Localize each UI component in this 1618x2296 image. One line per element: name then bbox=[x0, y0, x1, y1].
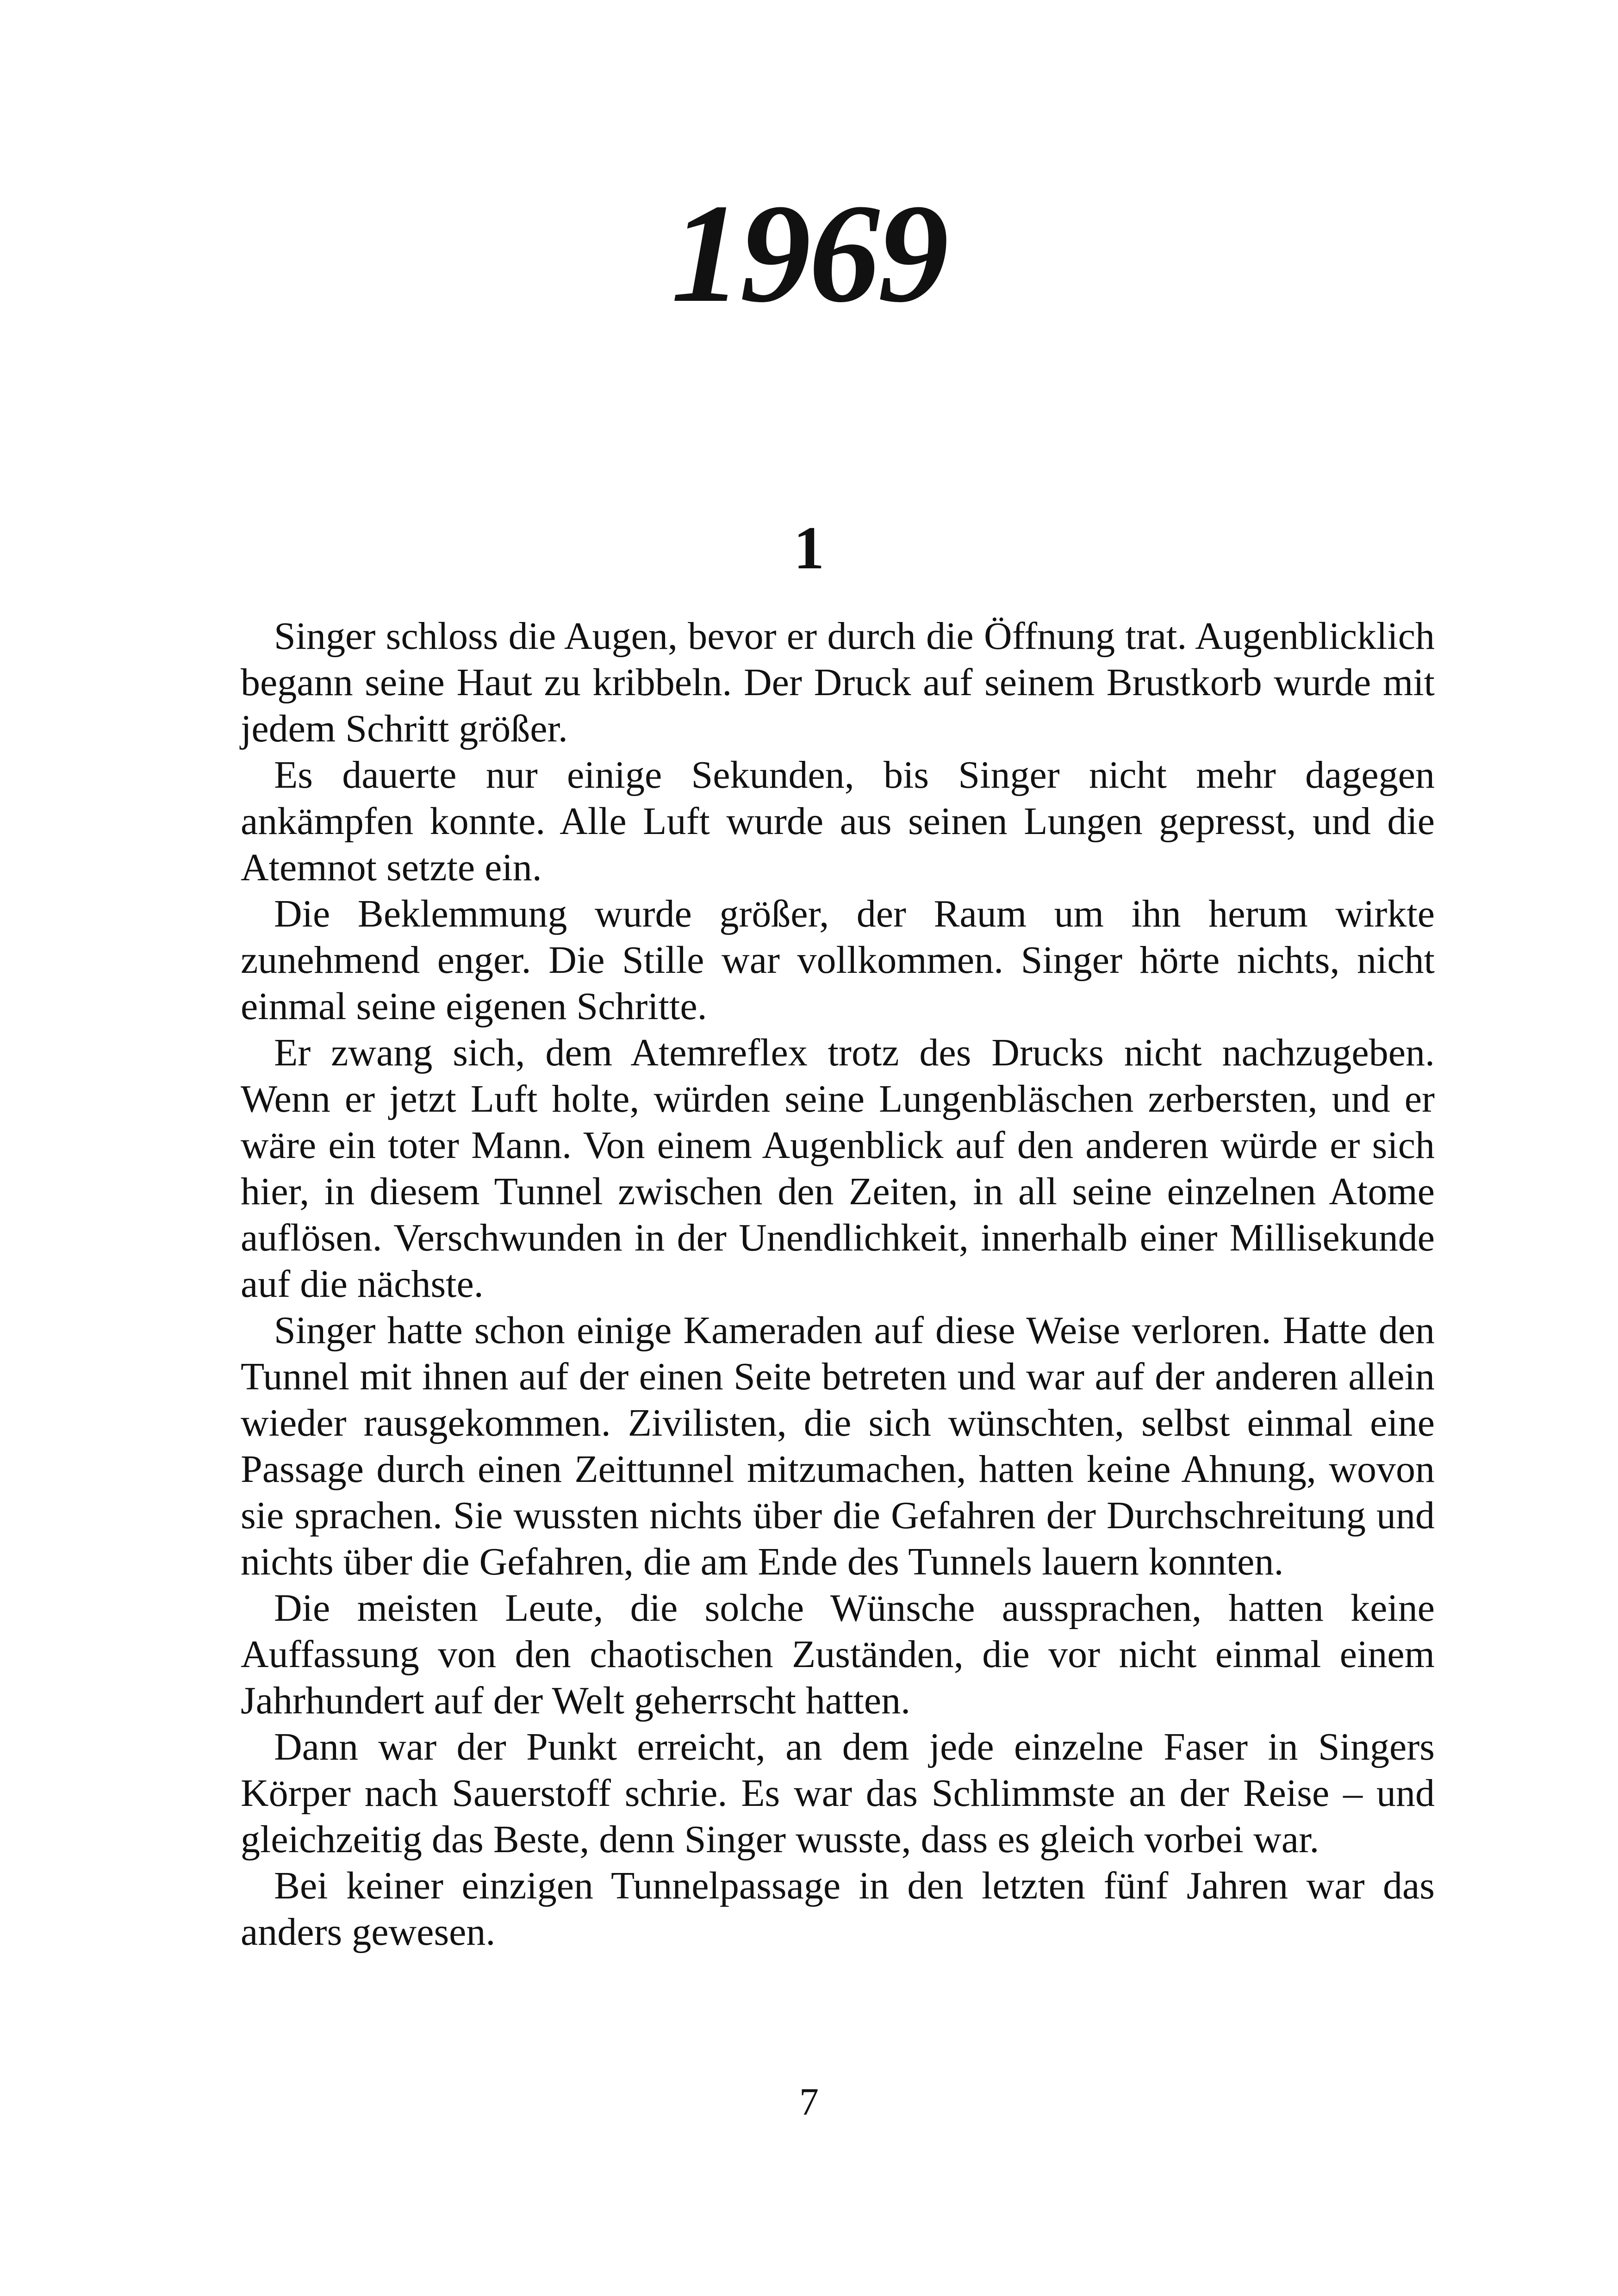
paragraph: Dann war der Punkt erreicht, an dem jede einzelne Faser in Singers Körper nach Sauerstoff schrie. Es war das Schlimmste an der Reise – und gleichzeitig das Beste, denn Singer wusste, dass es gleich vorbei war. bbox=[241, 1725, 1435, 1861]
paragraph: Es dauerte nur einige Sekunden, bis Singer nicht mehr dagegen ankämpfen konnte. Alle Luft wurde aus seinen Lungen gepresst, und die Atemnot setzte ein. bbox=[241, 753, 1435, 889]
part-title: 1969 bbox=[671, 175, 947, 332]
paragraph: Die Beklemmung wurde größer, der Raum um ihn herum wirkte zunehmend enger. Die Stille war vollkommen. Singer hörte nichts, nicht einmal seine eigenen Schritte. bbox=[241, 892, 1435, 1028]
chapter-body bbox=[241, 613, 1435, 1955]
paragraph: Er zwang sich, dem Atemreflex trotz des Drucks nicht nachzugeben. Wenn er jetzt Luft holte, würden seine Lungenbläschen zerbersten, und er wäre ein toter Mann. Von einem Augenblick auf den anderen würde er sich hier, in diesem Tunnel zwischen den Zeiten, in all seine einzelnen Atome auflösen. Verschwunden in der Unendlichkeit, innerhalb einer Millisekunde auf die nächste. bbox=[241, 1031, 1435, 1306]
page-number: 7 bbox=[799, 2080, 819, 2123]
paragraph: Singer schloss die Augen, bevor er durch die Öffnung trat. Augenblicklich begann seine Haut zu kribbeln. Der Druck auf seinem Brustkorb wurde mit jedem Schritt größer. bbox=[241, 615, 1435, 750]
paragraph: Singer hatte schon einige Kameraden auf diese Weise verloren. Hatte den Tunnel mit ihnen auf der einen Seite betreten und war auf der anderen allein wieder rausgekommen. Zivilisten, die sich wünschten, selbst einmal eine Passage durch einen Zeittunnel mitzumachen, hatten keine Ahnung, wovon sie sprachen. Sie wussten nichts über die Gefahren der Durchschreitung und nichts über die Gefahren, die am Ende des Tunnels lauern konnten. bbox=[241, 1309, 1435, 1583]
chapter-number: 1 bbox=[794, 514, 824, 582]
paragraph: Die meisten Leute, die solche Wünsche aussprachen, hatten keine Auffassung von den chaotischen Zuständen, die vor nicht einmal einem Jahrhundert auf der Welt geherrscht hatten. bbox=[241, 1587, 1435, 1722]
paragraph: Bei keiner einzigen Tunnelpassage in den letzten fünf Jahren war das anders gewesen. bbox=[241, 1864, 1435, 1954]
